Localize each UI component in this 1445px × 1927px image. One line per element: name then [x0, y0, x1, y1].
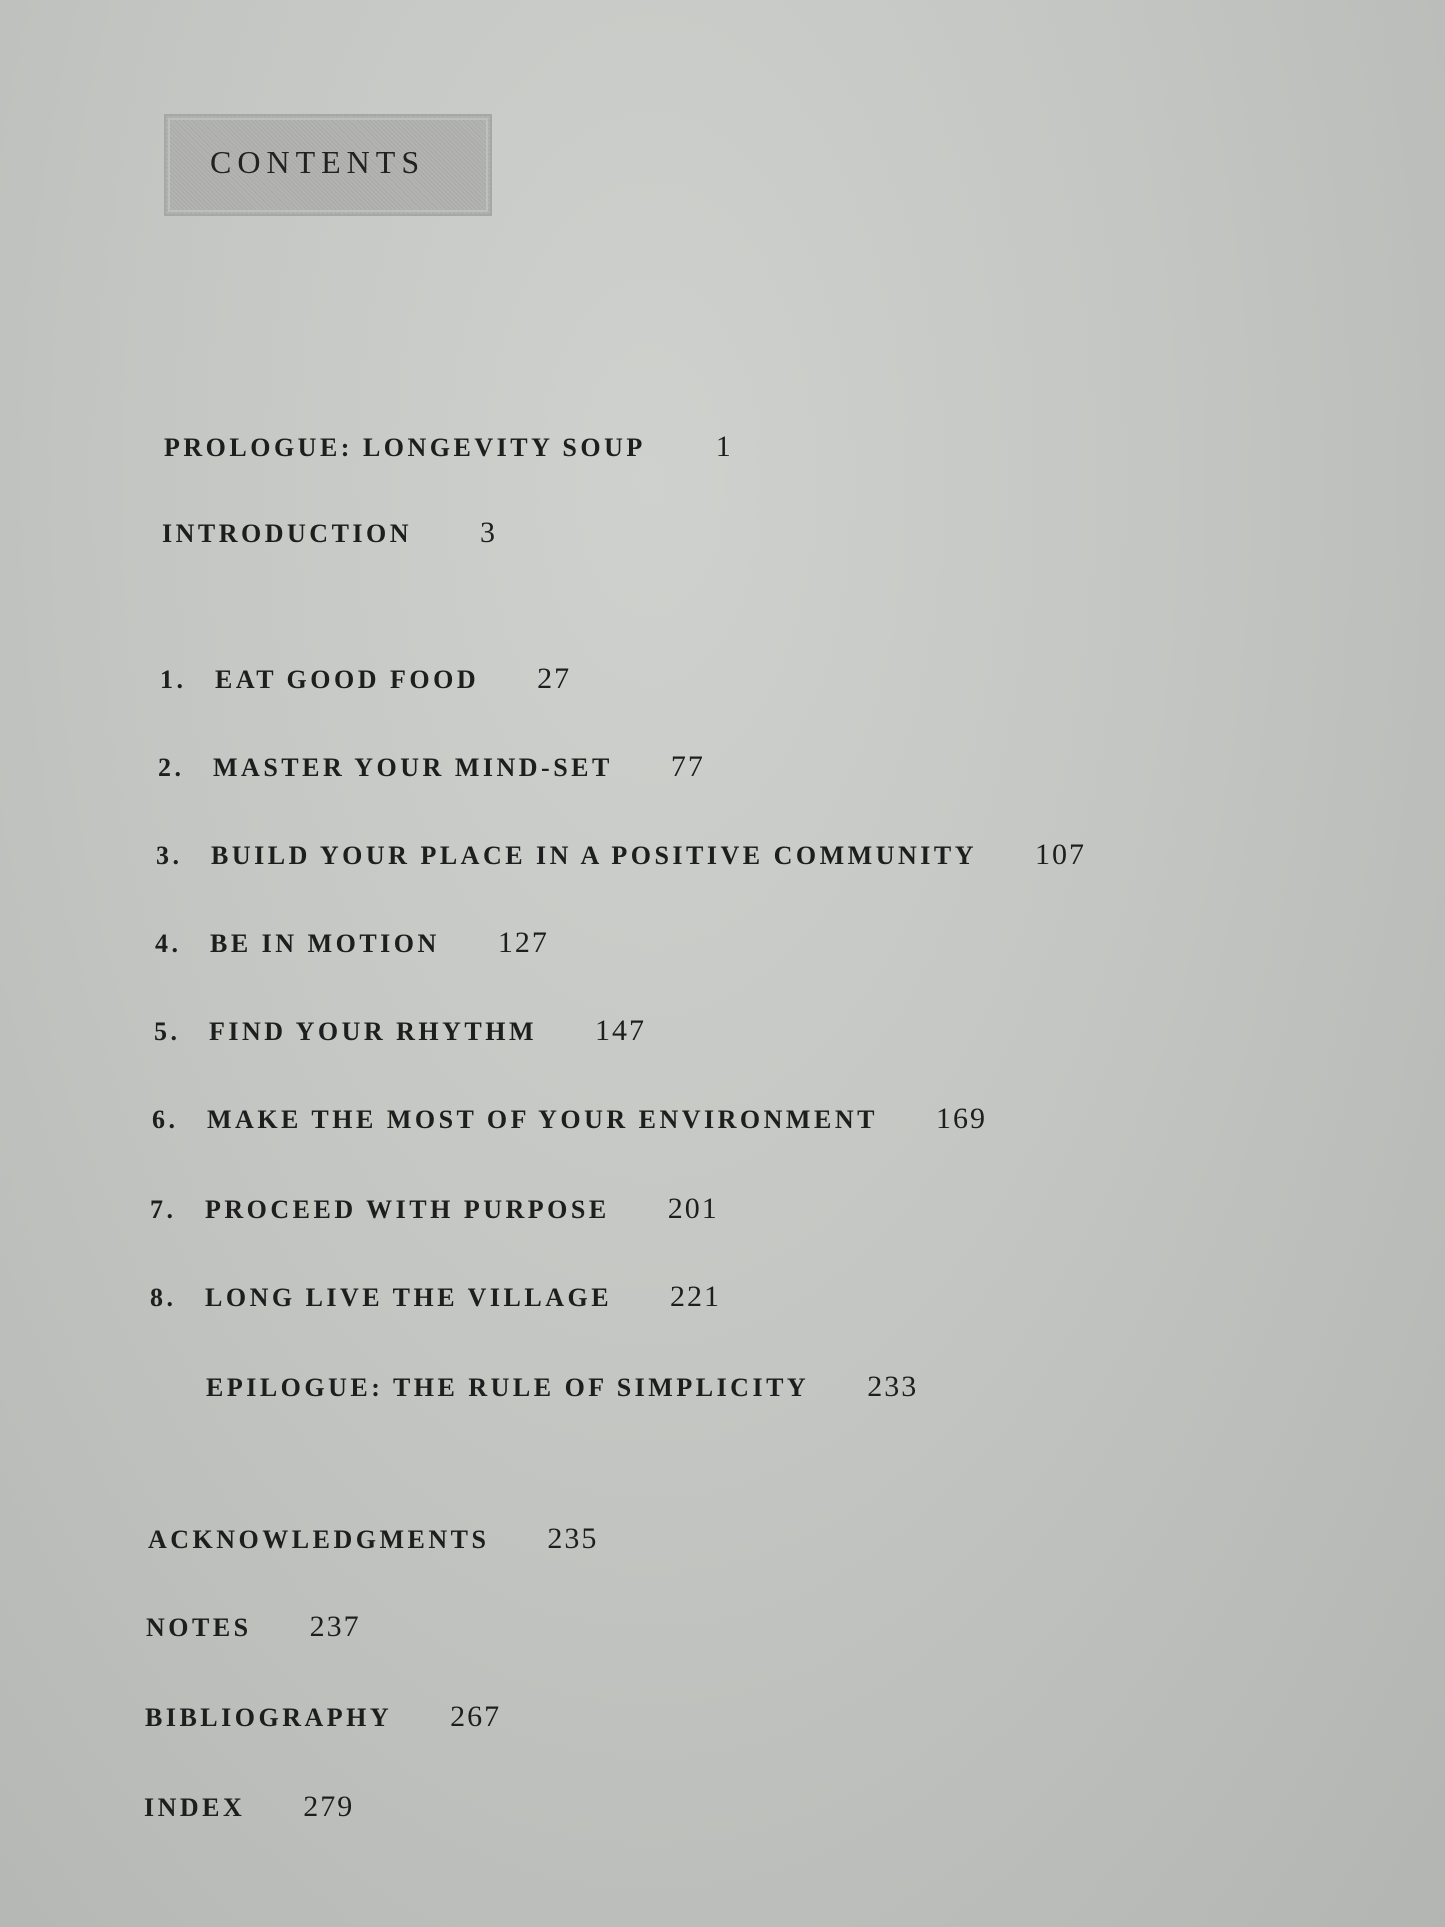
toc-entry-page: 221 [670, 1280, 722, 1313]
toc-entry-chapter-8[interactable] [150, 1280, 721, 1314]
toc-entry-prologue[interactable] [164, 430, 733, 464]
toc-entry-number: 3. [156, 841, 183, 870]
toc-entry-bibliography[interactable] [145, 1700, 501, 1734]
toc-entry-acknowledgments[interactable] [148, 1522, 598, 1556]
toc-entry-epilogue[interactable] [206, 1370, 918, 1404]
contents-header-box [164, 114, 492, 216]
toc-entry-title: EPILOGUE: THE RULE OF SIMPLICITY [206, 1373, 810, 1402]
toc-entry-title: INDEX [144, 1793, 246, 1822]
toc-entry-title: MAKE THE MOST OF YOUR ENVIRONMENT [207, 1105, 878, 1134]
toc-entry-number: 5. [154, 1017, 181, 1046]
toc-entry-title: NOTES [146, 1613, 252, 1642]
toc-entry-page: 3 [480, 516, 498, 549]
toc-entry-introduction[interactable] [162, 516, 497, 550]
toc-entry-page: 127 [497, 926, 549, 959]
toc-entry-title: LONG LIVE THE VILLAGE [205, 1283, 613, 1312]
toc-entry-title: BIBLIOGRAPHY [145, 1703, 393, 1732]
toc-entry-page: 237 [309, 1610, 361, 1643]
toc-entry-page: 169 [935, 1102, 987, 1135]
toc-entry-number: 7. [150, 1195, 177, 1224]
toc-entry-page: 107 [1035, 838, 1086, 871]
toc-entry-page: 279 [303, 1790, 355, 1823]
toc-entry-title: BUILD YOUR PLACE IN A POSITIVE COMMUNITY [211, 841, 977, 870]
toc-entry-title: INTRODUCTION [162, 519, 413, 548]
toc-entry-number: 8. [150, 1283, 177, 1312]
toc-entry-page: 201 [667, 1192, 719, 1225]
toc-entry-number: 6. [152, 1105, 179, 1134]
toc-entry-chapter-7[interactable] [150, 1192, 719, 1226]
toc-entry-title: EAT GOOD FOOD [215, 665, 480, 694]
toc-entry-page: 147 [595, 1014, 647, 1047]
toc-entry-title: ACKNOWLEDGMENTS [148, 1525, 490, 1554]
toc-entry-chapter-2[interactable] [158, 750, 705, 784]
toc-entry-page: 77 [670, 750, 705, 783]
toc-entry-number: 1. [160, 665, 187, 694]
toc-entry-title: BE IN MOTION [210, 929, 440, 958]
toc-entry-chapter-4[interactable] [155, 926, 549, 960]
toc-entry-title: FIND YOUR RHYTHM [209, 1017, 538, 1046]
toc-entry-page: 233 [867, 1370, 919, 1403]
toc-entry-number: 2. [158, 753, 185, 782]
toc-entry-title: MASTER YOUR MIND-SET [213, 753, 613, 782]
toc-entry-page: 1 [715, 430, 733, 463]
toc-entry-page: 267 [450, 1700, 502, 1733]
toc-entry-title: PROLOGUE: LONGEVITY SOUP [164, 433, 646, 462]
toc-entry-notes[interactable] [146, 1610, 361, 1644]
toc-entry-chapter-1[interactable] [160, 662, 571, 696]
toc-entry-page: 235 [547, 1522, 599, 1555]
toc-entry-chapter-5[interactable] [154, 1014, 646, 1048]
contents-heading: CONTENTS [210, 144, 426, 180]
toc-entry-chapter-3[interactable] [156, 838, 1086, 872]
toc-entry-chapter-6[interactable] [152, 1102, 987, 1136]
toc-entry-page: 27 [537, 662, 572, 695]
toc-entry-index[interactable] [144, 1790, 354, 1824]
toc-entry-number: 4. [155, 929, 182, 958]
toc-entry-title: PROCEED WITH PURPOSE [205, 1195, 610, 1224]
